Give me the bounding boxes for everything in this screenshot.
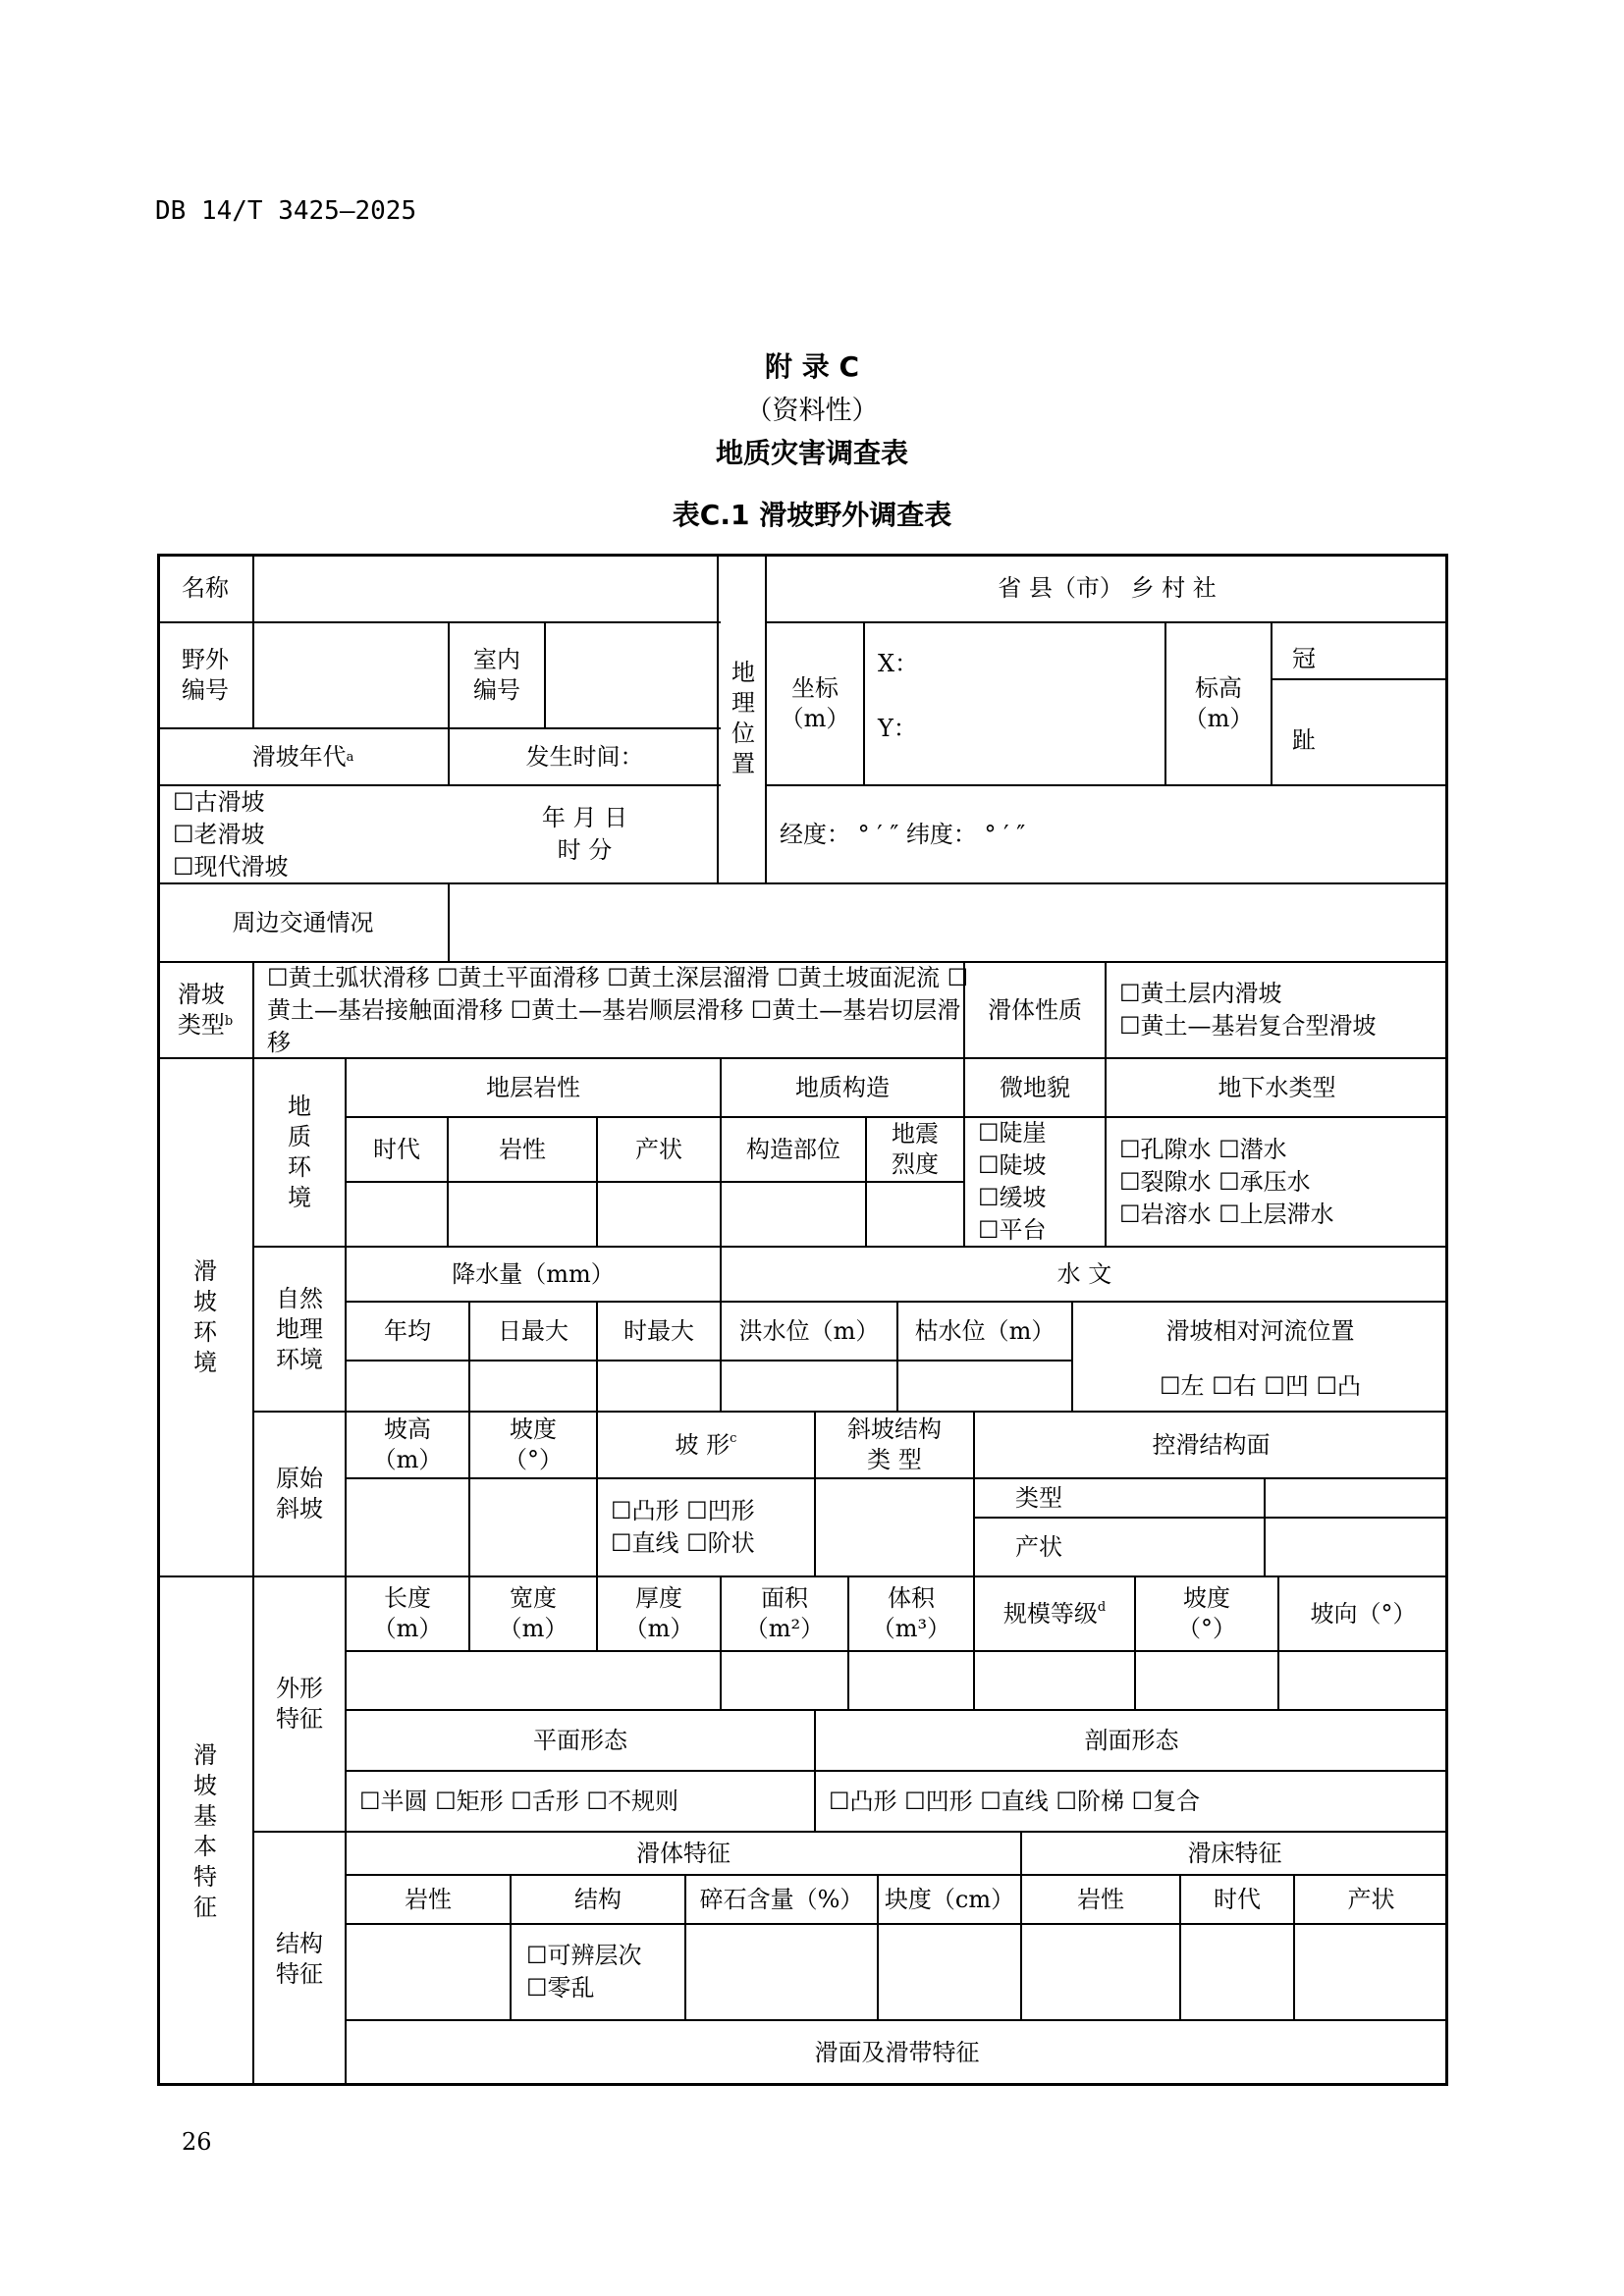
geo-env-label: 地 质 环 境 <box>288 1093 311 1211</box>
annual-label: 年均 <box>384 1316 431 1345</box>
age-label: 滑坡年代 a <box>251 742 354 771</box>
width-label: 宽度 （m） <box>498 1584 568 1642</box>
area-label: 面积 （m²） <box>744 1584 825 1642</box>
surface-label: 滑面及滑带特征 <box>814 2039 980 2066</box>
slope-struct-label: 斜坡结构 类 型 <box>847 1415 942 1473</box>
low-label: 枯水位（m） <box>914 1316 1056 1345</box>
bed-litho-label: 岩性 <box>1077 1885 1124 1913</box>
age-options: ☐古滑坡 ☐老滑坡 ☐现代滑坡 <box>173 787 289 881</box>
plan-label: 平面形态 <box>533 1726 627 1754</box>
body-struct-options: ☐可辨层次 ☐零乱 <box>526 1942 642 2002</box>
struct-part-label: 构造部位 <box>746 1135 840 1163</box>
daymax-label: 日最大 <box>498 1316 568 1345</box>
body-nature-label: 滑体性质 <box>988 995 1082 1024</box>
env-label: 滑 坡 环 境 <box>193 1257 217 1376</box>
field-no-label: 野外 编号 <box>182 646 229 704</box>
aspect-label: 坡向（°） <box>1310 1599 1417 1628</box>
elev-label: 标高 （m） <box>1183 674 1254 732</box>
location-label: 地 理 位 置 <box>731 659 755 777</box>
scale-label: 规模等级 $^d$ <box>1002 1599 1107 1628</box>
era-label: 时代 <box>373 1135 420 1163</box>
microland-label: 微地貌 <box>1000 1073 1070 1101</box>
gravel-label: 碎石含量（%） <box>699 1885 864 1913</box>
basic-label: 滑 坡 基 本 特 征 <box>193 1740 217 1921</box>
appendix-nature: （资料性） <box>745 396 879 426</box>
crown-label: 冠 <box>1292 644 1316 672</box>
river-options: ☐左 ☐右 ☐凹 ☐凸 <box>1160 1371 1361 1400</box>
hourmax-label: 时最大 <box>623 1316 694 1345</box>
gw-options: ☐孔隙水 ☐潜水 ☐裂隙水 ☐承压水 ☐岩溶水 ☐上层滞水 <box>1119 1135 1334 1228</box>
structure-label: 地质构造 <box>795 1073 890 1101</box>
doc-code: DB 14/T 3425—2025 <box>155 196 417 226</box>
blocksize-label: 块度（cm） <box>884 1885 1015 1913</box>
body-nature-options: ☐黄土层内滑坡 ☐黄土—基岩复合型滑坡 <box>1119 980 1377 1040</box>
page-number: 26 <box>182 2128 212 2156</box>
gw-type-label: 地下水类型 <box>1218 1073 1336 1101</box>
body-litho-label: 岩性 <box>405 1885 452 1913</box>
occur-label: 发生时间： <box>525 742 644 771</box>
traffic-label: 周边交通情况 <box>232 908 374 936</box>
body-struct-label: 结构 <box>574 1885 622 1913</box>
attitude-label: 产状 <box>635 1135 682 1163</box>
basic-slope-label: 坡度 （°） <box>1177 1584 1236 1642</box>
bed-era-label: 时代 <box>1214 1885 1261 1913</box>
precip-label: 降水量（mm） <box>452 1259 615 1288</box>
table-title: 表C.1 滑坡野外调查表 <box>672 499 952 531</box>
type-label: 滑坡 类型 $_b$ <box>177 981 234 1039</box>
thickness-label: 厚度 （m） <box>623 1584 694 1642</box>
control-type-label: 类型 <box>1015 1483 1062 1512</box>
coord-x: X： <box>878 649 919 677</box>
appendix-title: 附 录 C <box>764 350 860 383</box>
profile-options: ☐凸形 ☐凹形 ☐直线 ☐阶梯 ☐复合 <box>829 1787 1201 1815</box>
profile-label: 剖面形态 <box>1084 1726 1179 1754</box>
strata-label: 地层岩性 <box>486 1073 580 1101</box>
flood-label: 洪水位（m） <box>738 1316 880 1345</box>
volume-label: 体积 （m³） <box>871 1584 951 1642</box>
admin-line: 省 县（市） 乡 村 社 <box>998 573 1217 602</box>
plan-options: ☐半圆 ☐矩形 ☐舌形 ☐不规则 <box>359 1787 678 1815</box>
microland-options: ☐陡崖 ☐陡坡 ☐缓坡 ☐平台 <box>978 1119 1047 1244</box>
control-label: 控滑结构面 <box>1152 1430 1271 1459</box>
slope-height-label: 坡高 （m） <box>372 1415 443 1473</box>
slope-shape-options: ☐凸形 ☐凹形 ☐直线 ☐阶状 <box>611 1497 755 1557</box>
coord-label: 坐标 （m） <box>780 674 850 732</box>
slope-degree-label: 坡度 （°） <box>504 1415 563 1473</box>
table-border <box>157 554 1448 2086</box>
lab-no-label: 室内 编号 <box>473 646 520 704</box>
coord-y: Y： <box>878 714 917 742</box>
struct-feature-label: 结构 特征 <box>276 1929 323 1988</box>
nat-env-label: 自然 地理 环境 <box>276 1284 323 1373</box>
river-pos-label: 滑坡相对河流位置 <box>1165 1316 1355 1345</box>
landslide-survey-table <box>157 554 1448 2086</box>
appendix-name: 地质灾害调查表 <box>715 437 908 469</box>
control-attitude-label: 产状 <box>1015 1532 1062 1561</box>
type-options: ☐黄土弧状滑移 ☐黄土平面滑移 ☐黄土深层溜滑 ☐黄土坡面泥流 ☐黄土—基岩接触面滑移 ☐黄土—基岩顺层滑移 ☐黄土—基岩切层滑移 <box>267 963 969 1056</box>
seismic-label: 地震 烈度 <box>892 1120 939 1178</box>
bed-attitude-label: 产状 <box>1347 1885 1395 1913</box>
occur-date: 年 月 日 时 分 <box>541 804 628 864</box>
name-label: 名称 <box>182 573 229 602</box>
body-feature-label: 滑体特征 <box>636 1839 731 1867</box>
length-label: 长度 （m） <box>372 1584 443 1642</box>
hydro-label: 水 文 <box>1056 1259 1112 1288</box>
litho-label: 岩性 <box>499 1135 546 1163</box>
lonlat: 经度： ° ′ ″ 纬度： ° ′ ″ <box>780 820 1026 848</box>
orig-slope-label: 原始 斜坡 <box>276 1465 323 1522</box>
outer-label: 外形 特征 <box>276 1675 323 1733</box>
slope-shape-label: 坡 形 $^c$ <box>675 1430 737 1459</box>
toe-label: 趾 <box>1292 725 1316 754</box>
bed-feature-label: 滑床特征 <box>1187 1839 1282 1867</box>
